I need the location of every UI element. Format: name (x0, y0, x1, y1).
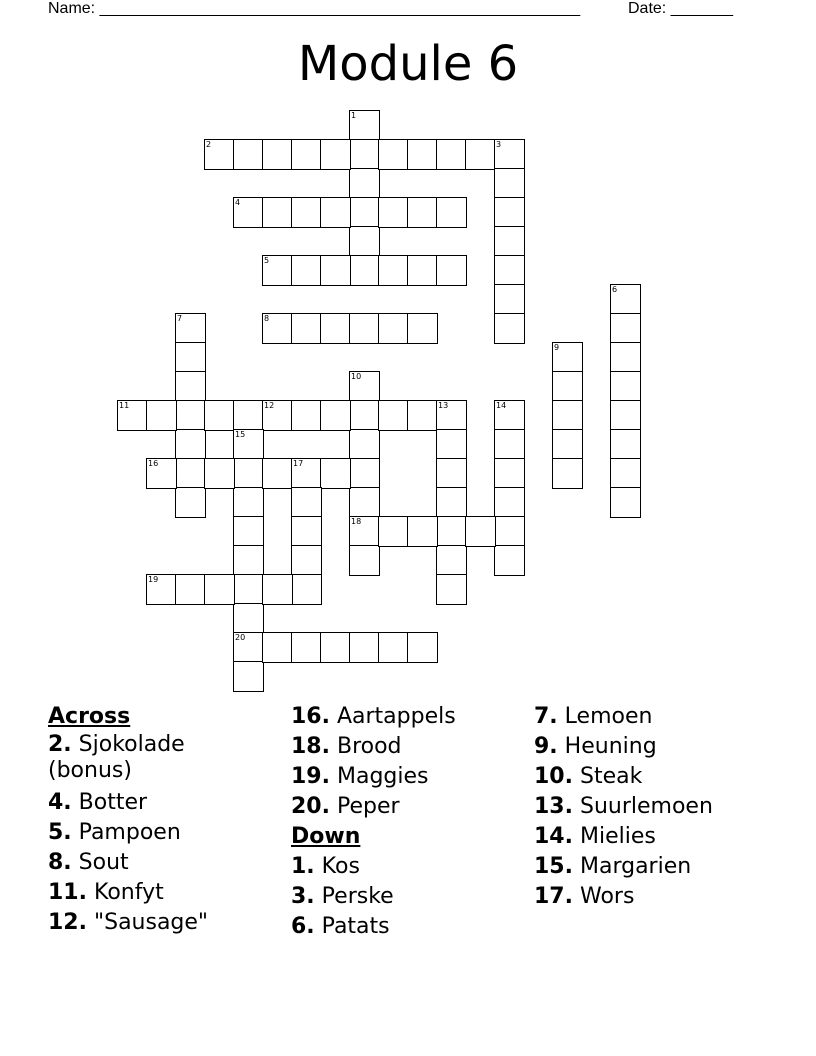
clue-item: 3. Perske (291, 884, 394, 909)
clue-item: 10. Steak (534, 764, 643, 789)
grid-cell[interactable] (349, 458, 380, 489)
grid-cell[interactable] (175, 400, 206, 431)
grid-cell[interactable] (320, 139, 351, 170)
grid-cell[interactable] (204, 458, 235, 489)
clue-item: 16. Aartappels (291, 704, 456, 729)
clue-number: 3 (496, 140, 502, 149)
grid-cell[interactable] (291, 255, 322, 286)
grid-cell[interactable] (146, 400, 177, 431)
grid-cell[interactable] (320, 313, 351, 344)
grid-cell[interactable] (610, 371, 641, 402)
grid-cell[interactable] (407, 197, 438, 228)
grid-cell[interactable] (320, 400, 351, 431)
grid-cell[interactable] (610, 487, 641, 518)
grid-cell[interactable] (175, 342, 206, 373)
grid-cell[interactable] (233, 545, 264, 576)
grid-cell[interactable] (436, 429, 467, 460)
grid-cell[interactable] (262, 458, 293, 489)
grid-cell[interactable] (320, 632, 351, 663)
grid-cell[interactable] (146, 458, 177, 489)
grid-cell[interactable] (494, 197, 525, 228)
clue-number: 5 (264, 256, 270, 265)
grid-cell[interactable] (349, 429, 380, 460)
grid-cell[interactable] (349, 226, 380, 257)
clue-number: 17 (293, 459, 304, 468)
name-field[interactable]: Name: ______________________________________________________ (48, 0, 581, 17)
grid-cell[interactable] (262, 255, 293, 286)
grid-cell[interactable] (465, 139, 496, 170)
clue-number: 6 (612, 285, 618, 294)
grid-cell[interactable] (494, 284, 525, 315)
clue-item: 19. Maggies (291, 764, 429, 789)
grid-cell[interactable] (378, 400, 409, 431)
clue-number: 10 (351, 372, 362, 381)
clue-number: 15 (235, 430, 246, 439)
clue-number: 20 (235, 633, 246, 642)
page-title: Module 6 (297, 36, 519, 92)
clues-column-1 (48, 702, 258, 938)
grid-cell[interactable] (436, 139, 467, 170)
clue-item: 6. Patats (291, 914, 390, 939)
clue-number: 2 (206, 140, 212, 149)
grid-cell[interactable] (204, 400, 235, 431)
grid-cell[interactable] (175, 313, 206, 344)
grid-cell[interactable] (465, 516, 496, 547)
grid-cell[interactable] (291, 545, 322, 576)
grid-cell[interactable] (610, 458, 641, 489)
grid-cell[interactable] (291, 139, 322, 170)
grid-cell[interactable] (349, 516, 380, 547)
grid-cell[interactable] (494, 255, 525, 286)
clue-number: 14 (496, 401, 507, 410)
grid-cell[interactable] (494, 400, 525, 431)
clue-item: 8. Sout (48, 850, 129, 875)
grid-cell[interactable] (610, 400, 641, 431)
clue-item: 20. Peper (291, 794, 400, 819)
grid-cell[interactable] (146, 574, 177, 605)
grid-cell[interactable] (436, 400, 467, 431)
grid-cell[interactable] (494, 429, 525, 460)
grid-cell[interactable] (291, 458, 322, 489)
grid-cell[interactable] (378, 516, 409, 547)
grid-cell[interactable] (494, 139, 525, 170)
grid-cell[interactable] (233, 661, 264, 692)
grid-cell[interactable] (436, 255, 467, 286)
grid-cell[interactable] (233, 487, 264, 518)
grid-cell[interactable] (436, 574, 467, 605)
grid-cell[interactable] (552, 458, 583, 489)
grid-cell[interactable] (407, 255, 438, 286)
grid-cell[interactable] (291, 516, 322, 547)
grid-cell[interactable] (349, 545, 380, 576)
grid-cell[interactable] (349, 632, 380, 663)
grid-cell[interactable] (349, 400, 380, 431)
grid-cell[interactable] (552, 371, 583, 402)
grid-cell[interactable] (610, 429, 641, 460)
grid-cell[interactable] (349, 255, 380, 286)
grid-cell[interactable] (117, 400, 148, 431)
clue-item: 13. Suurlemoen (534, 794, 713, 819)
clue-number: 12 (264, 401, 275, 410)
grid-cell[interactable] (494, 516, 525, 547)
clue-item: 17. Wors (534, 884, 635, 909)
grid-cell[interactable] (407, 632, 438, 663)
down-heading: Down (291, 824, 361, 849)
clue-item: 2. Sjokolade (bonus) (48, 732, 185, 783)
grid-cell[interactable] (204, 574, 235, 605)
grid-cell[interactable] (349, 487, 380, 518)
grid-cell[interactable] (494, 487, 525, 518)
grid-cell[interactable] (436, 516, 467, 547)
grid-cell[interactable] (494, 545, 525, 576)
grid-cell[interactable] (262, 197, 293, 228)
clue-item: 7. Lemoen (534, 704, 653, 729)
grid-cell[interactable] (291, 313, 322, 344)
grid-cell[interactable] (291, 400, 322, 431)
grid-cell[interactable] (233, 197, 264, 228)
clue-number: 8 (264, 314, 270, 323)
grid-cell[interactable] (552, 429, 583, 460)
grid-cell[interactable] (262, 139, 293, 170)
clue-number: 7 (177, 314, 183, 323)
clue-number: 16 (148, 459, 159, 468)
clue-number: 4 (235, 198, 241, 207)
grid-cell[interactable] (175, 458, 206, 489)
grid-cell[interactable] (494, 168, 525, 199)
clue-item: 4. Botter (48, 790, 148, 815)
across-heading: Across (48, 704, 131, 729)
grid-cell[interactable] (233, 603, 264, 634)
grid-cell[interactable] (378, 255, 409, 286)
grid-cell[interactable] (233, 458, 264, 489)
clue-number: 1 (351, 111, 357, 120)
grid-cell[interactable] (610, 342, 641, 373)
grid-cell[interactable] (378, 139, 409, 170)
grid-cell[interactable] (233, 400, 264, 431)
grid-cell[interactable] (378, 632, 409, 663)
clue-number: 11 (119, 401, 130, 410)
clues-column-2 (291, 702, 521, 942)
grid-cell[interactable] (320, 458, 351, 489)
clue-number: 9 (554, 343, 560, 352)
clue-number: 18 (351, 517, 362, 526)
grid-cell[interactable] (233, 429, 264, 460)
grid-cell[interactable] (378, 197, 409, 228)
grid-cell[interactable] (262, 632, 293, 663)
grid-cell[interactable] (291, 197, 322, 228)
grid-cell[interactable] (407, 139, 438, 170)
grid-cell[interactable] (291, 487, 322, 518)
grid-cell[interactable] (436, 487, 467, 518)
grid-cell[interactable] (494, 458, 525, 489)
grid-cell[interactable] (494, 226, 525, 257)
grid-cell[interactable] (233, 139, 264, 170)
clue-item: 15. Margarien (534, 854, 692, 879)
grid-cell[interactable] (436, 458, 467, 489)
grid-cell[interactable] (262, 313, 293, 344)
grid-cell[interactable] (291, 574, 322, 605)
grid-cell[interactable] (175, 574, 206, 605)
grid-cell[interactable] (552, 342, 583, 373)
grid-cell[interactable] (175, 429, 206, 460)
clue-item: 18. Brood (291, 734, 402, 759)
grid-cell[interactable] (349, 168, 380, 199)
grid-cell[interactable] (407, 516, 438, 547)
grid-cell[interactable] (610, 284, 641, 315)
grid-cell[interactable] (262, 400, 293, 431)
clue-item: 5. Pampoen (48, 820, 181, 845)
grid-cell[interactable] (233, 574, 264, 605)
grid-cell[interactable] (349, 313, 380, 344)
grid-cell[interactable] (320, 255, 351, 286)
grid-cell[interactable] (175, 371, 206, 402)
grid-cell[interactable] (349, 139, 380, 170)
grid-cell[interactable] (175, 487, 206, 518)
grid-cell[interactable] (291, 632, 322, 663)
grid-cell[interactable] (436, 545, 467, 576)
grid-cell[interactable] (378, 313, 409, 344)
grid-cell[interactable] (349, 110, 380, 141)
grid-cell[interactable] (407, 400, 438, 431)
grid-cell[interactable] (233, 632, 264, 663)
grid-cell[interactable] (320, 197, 351, 228)
grid-cell[interactable] (436, 197, 467, 228)
clue-item: 14. Mielies (534, 824, 656, 849)
clues-column-3 (534, 702, 774, 912)
grid-cell[interactable] (349, 197, 380, 228)
grid-cell[interactable] (349, 371, 380, 402)
clue-item: 11. Konfyt (48, 880, 164, 905)
grid-cell[interactable] (204, 139, 235, 170)
clue-number: 19 (148, 575, 159, 584)
clue-item: 1. Kos (291, 854, 360, 879)
grid-cell[interactable] (407, 313, 438, 344)
grid-cell[interactable] (494, 313, 525, 344)
grid-cell[interactable] (233, 516, 264, 547)
clue-item: 9. Heuning (534, 734, 657, 759)
grid-cell[interactable] (262, 574, 293, 605)
clue-number: 13 (438, 401, 449, 410)
clue-item: 12. "Sausage" (48, 910, 209, 935)
date-field[interactable]: Date: _______ (628, 0, 733, 17)
grid-cell[interactable] (610, 313, 641, 344)
grid-cell[interactable] (552, 400, 583, 431)
